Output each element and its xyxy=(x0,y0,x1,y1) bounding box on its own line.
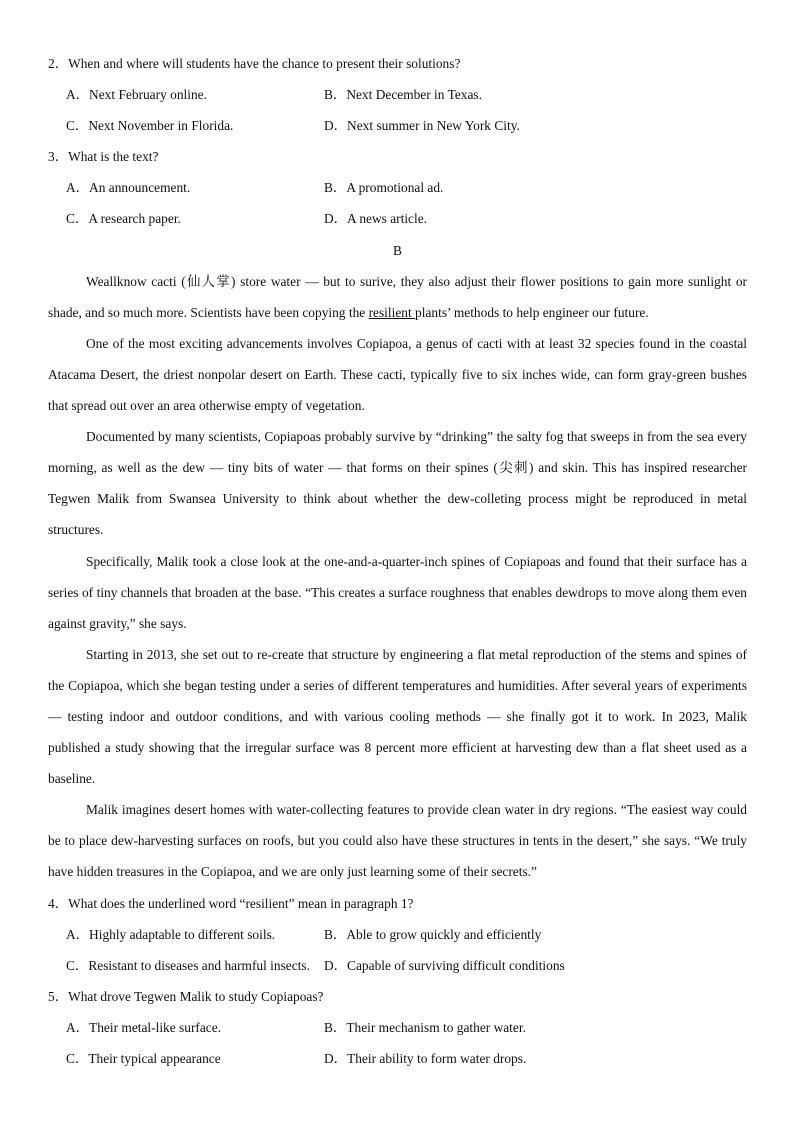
option-a: A．Next February online. xyxy=(66,87,207,103)
question-stem: 4．What does the underlined word “resilient” mean in paragraph 1? xyxy=(48,895,414,911)
option-c: C．Resistant to diseases and harmful insects. xyxy=(66,957,310,973)
paragraph-2: One of the most exciting advancements involves Copiapoa, a genus of cacti with at least 32 species found in the coastal Atacama Desert, the driest nonpolar desert on Earth. These cacti, typically five to six inches wide, can form gray-green bushes that spread out over an area otherwise empty of vegetation. xyxy=(48,335,747,414)
options xyxy=(48,919,747,981)
option-a: A．An announcement. xyxy=(66,180,191,196)
paragraph-4: Specifically, Malik took a close look at the one-and-a-quarter-inch spines of Copiapoas and found that their surface has a series of tiny channels that broaden at the base. “This creates a surface roughness that enables dewdrops to move along them even against gravity,” she says. xyxy=(48,553,747,631)
question-stem: 2．When and where will students have the chance to present their solutions? xyxy=(48,56,461,71)
paragraph-1 xyxy=(48,266,747,328)
option-c: C．Their typical appearance xyxy=(66,1051,221,1066)
question-4 xyxy=(48,888,747,981)
option-a: A．Their metal-like surface. xyxy=(66,1019,222,1035)
underlined-word: resilient xyxy=(368,304,416,320)
options xyxy=(48,79,747,141)
question-5 xyxy=(48,981,747,1074)
question-2 xyxy=(48,48,747,141)
options xyxy=(48,172,747,234)
option-c: C．Next November in Florida. xyxy=(66,118,234,134)
options xyxy=(48,1012,747,1074)
option-d: D．A news article. xyxy=(324,211,428,227)
question-stem: 3．What is the text? xyxy=(48,149,159,165)
option-b: B．Able to grow quickly and efficiently xyxy=(324,926,542,942)
option-a: A．Highly adaptable to different soils. xyxy=(66,926,276,942)
document-page xyxy=(48,48,747,1074)
para1-after: plants’ methods to help engineer our future. xyxy=(415,304,649,320)
option-d: D．Next summer in New York City. xyxy=(324,118,520,134)
paragraph-3: Documented by many scientists, Copiapoas probably survive by “drinking” the salty fog that sweeps in from the sea every morning, as well as the dew — tiny bits of water — that forms on their spines (尖刺) and skin. This has inspired researcher Tegwen Malik from Swansea University to think about whether the dew-colleting process might be reproduced in metal structures. xyxy=(48,429,747,538)
paragraph-6: Malik imagines desert homes with water-collecting features to provide clean water in dry regions. “The easiest way could be to place dew-harvesting surfaces on roofs, but you could also have these structures in tents in the desert,” she says. “We truly have hidden treasures in the Copiapoa, and we are only just learning some of their secrets.” xyxy=(48,802,747,880)
question-stem: 5．What drove Tegwen Malik to study Copiapoas? xyxy=(48,988,324,1004)
option-b: B．Next December in Texas. xyxy=(324,87,482,103)
paragraph-5: Starting in 2013, she set out to re-create that structure by engineering a flat metal reproduction of the stems and spines of the Copiapoa, which she began testing under a series of different temperatures and humidities. After several years of experiments — testing indoor and outdoor conditions, and with various cooling methods — she finally got it to work. In 2023, Malik published a study showing that the irregular surface was 8 percent more efficient at harvesting dew than a flat sheet used as a baseline. xyxy=(48,646,747,787)
option-b: B．Their mechanism to gather water. xyxy=(324,1019,526,1035)
option-d: D．Capable of surviving difficult conditions xyxy=(324,957,565,973)
option-c: C．A research paper. xyxy=(66,211,181,227)
question-3 xyxy=(48,141,747,234)
option-b: B．A promotional ad. xyxy=(324,180,444,196)
option-d: D．Their ability to form water drops. xyxy=(324,1051,527,1066)
para1-before: Weallknow cacti (仙人掌) store water — but to surive, they also adjust their flower positions to gain more sunlight or shade, and so much more. Scientists have been copying the xyxy=(48,273,747,320)
section-label: B xyxy=(393,242,402,258)
